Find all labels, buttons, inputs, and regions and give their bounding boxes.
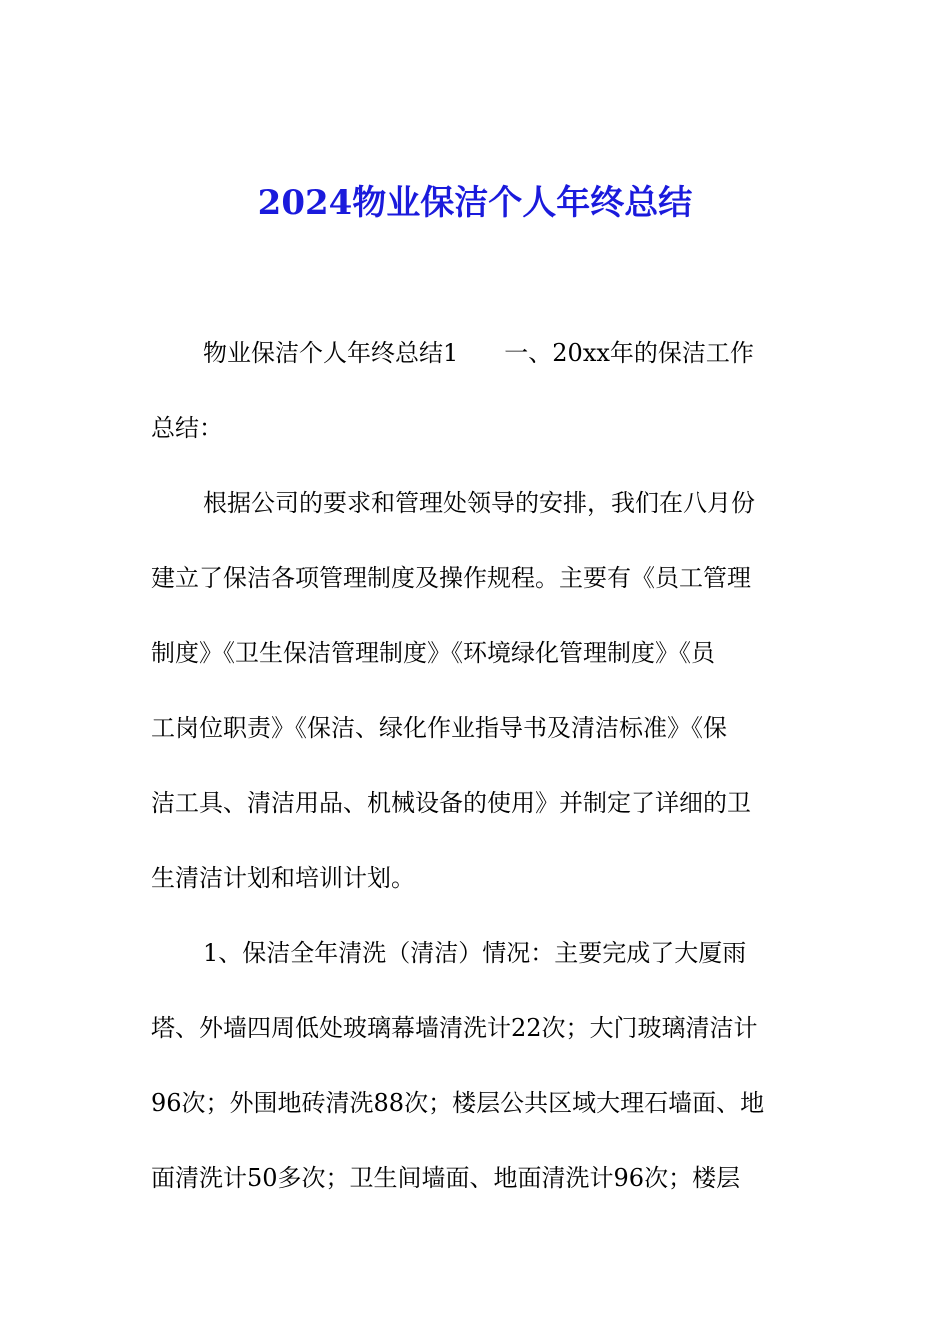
- paragraph-line: 工岗位职责》《保洁、绿化作业指导书及清洁标准》《保: [151, 714, 727, 742]
- paragraph-line: 洁工具、清洁用品、机械设备的使用》并制定了详细的卫: [151, 789, 751, 817]
- subsection-heading: 一、20xx年的保洁工作: [504, 339, 754, 367]
- paragraph-line: 1、保洁全年清洗（清洁）情况：主要完成了大厦雨: [203, 939, 747, 967]
- paragraph-line: [203, 337, 754, 369]
- paragraph-line: 建立了保洁各项管理制度及操作规程。主要有《员工管理: [151, 564, 751, 592]
- section-heading: 物业保洁个人年终总结1: [203, 339, 459, 367]
- paragraph-line: 根据公司的要求和管理处领导的安排，我们在八月份: [203, 489, 755, 517]
- paragraph-line: 面清洗计50多次；卫生间墙面、地面清洗计96次；楼层: [151, 1164, 741, 1192]
- paragraph-line: 制度》《卫生保洁管理制度》《环境绿化管理制度》《员: [151, 639, 715, 667]
- paragraph-line: 96次；外围地砖清洗88次；楼层公共区域大理石墙面、地: [151, 1089, 765, 1117]
- paragraph-line: 生清洁计划和培训计划。: [151, 864, 415, 892]
- document-title: 2024物业保洁个人年终总结: [257, 183, 693, 223]
- paragraph-line: 总结：: [151, 414, 223, 442]
- paragraph-line: 塔、外墙四周低处玻璃幕墙清洗计22次；大门玻璃清洁计: [151, 1014, 758, 1042]
